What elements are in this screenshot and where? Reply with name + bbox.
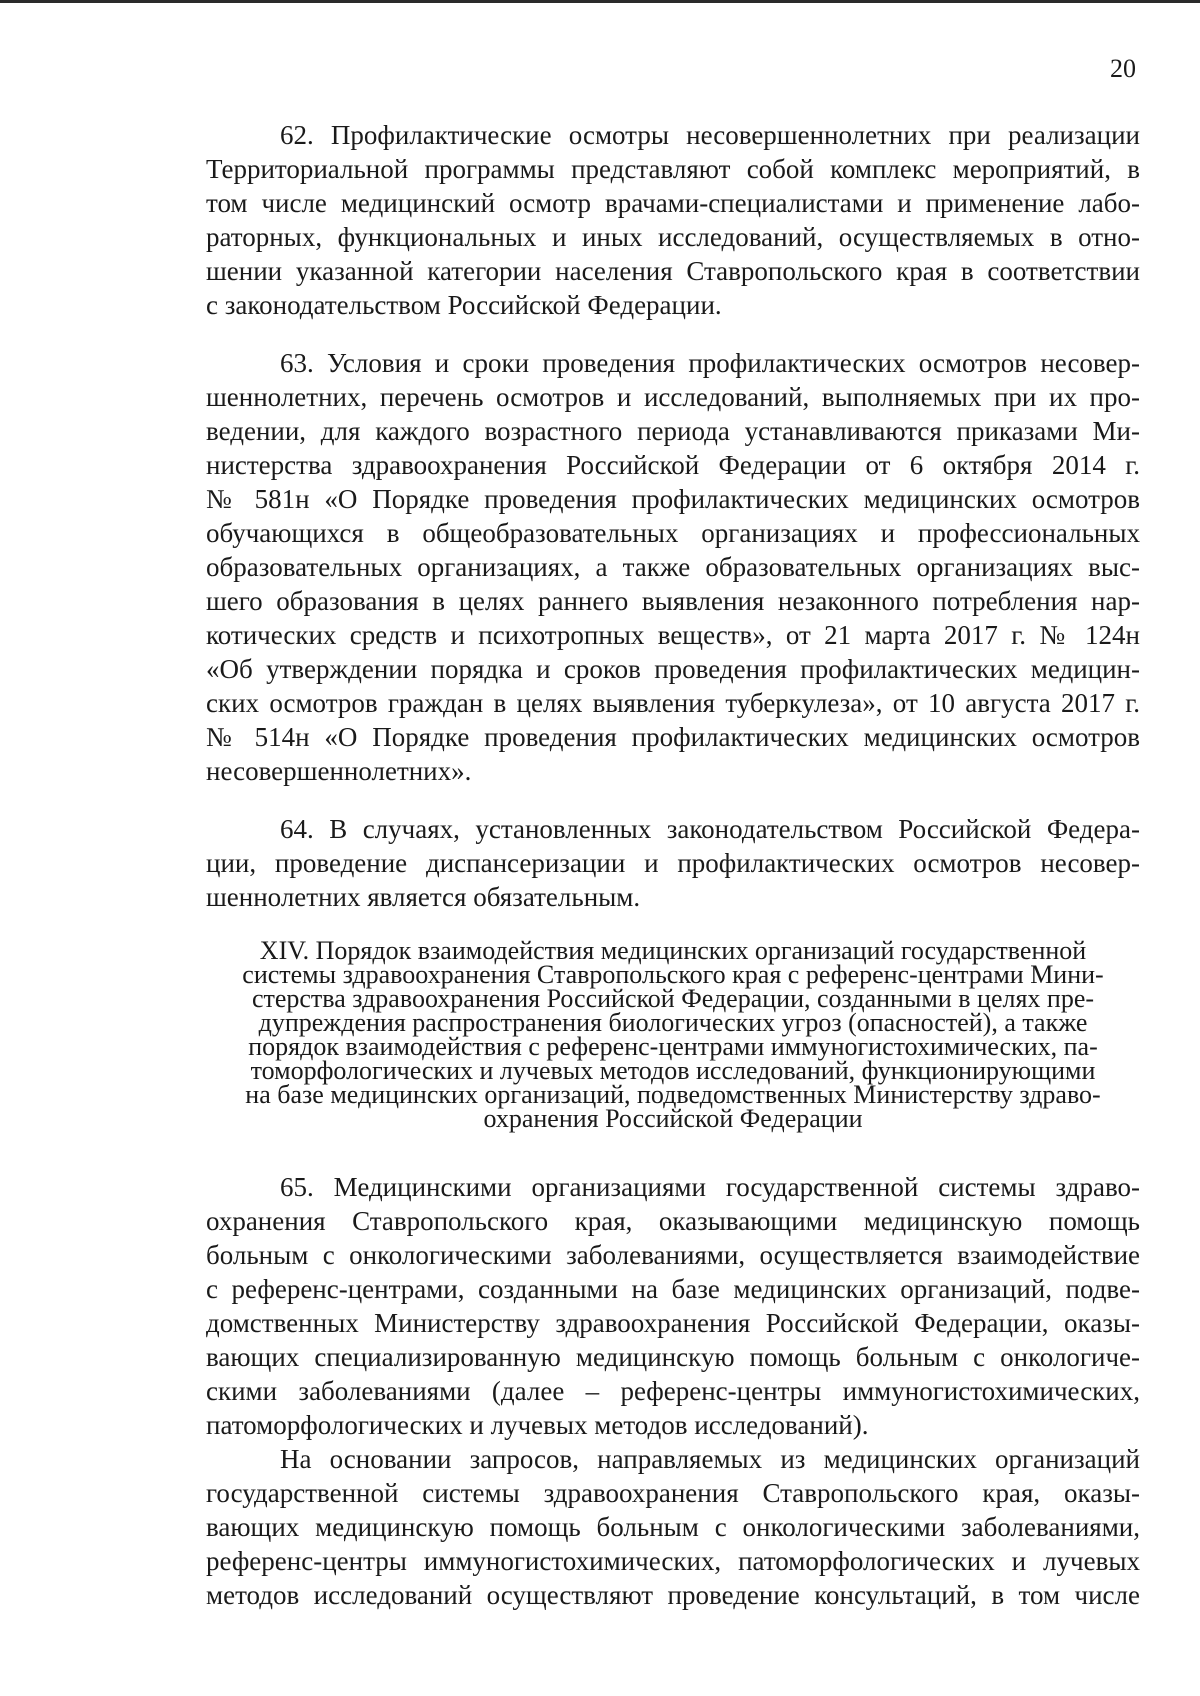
section-heading-line: дупреждения распространения биологических угроз (опасностей), а также <box>258 1008 1088 1037</box>
paragraph-64-line: ции, проведение диспансеризации и профилактических осмотров несовер- <box>206 848 1140 878</box>
paragraph-62-line: том числе медицинский осмотр врачами-специалистами и применение лабо- <box>206 188 1140 218</box>
paragraph-65-cont-line: государственной системы здравоохранения Ставропольского края, оказы- <box>206 1478 1140 1508</box>
paragraph-63-line: ведении, для каждого возрастного периода устанавливаются приказами Ми- <box>206 416 1140 446</box>
paragraph-65-line: с референс-центрами, созданными на базе медицинских организаций, подве- <box>206 1274 1140 1304</box>
paragraph-63-line: нистерства здравоохранения Российской Федерации от 6 октября 2014 г. <box>206 450 1140 480</box>
paragraph-65-line: вающих специализированную медицинскую помощь больным с онкологиче- <box>206 1342 1140 1372</box>
paragraph-65-line: скими заболеваниями (далее – референс-центры иммуногистохимических, <box>206 1376 1140 1406</box>
paragraph-65-line: больным с онкологическими заболеваниями, осуществляется взаимодействие <box>206 1240 1140 1270</box>
paragraph-63-line: обучающихся в общеобразовательных организациях и профессиональных <box>206 518 1140 548</box>
section-heading-line: охранения Российской Федерации <box>483 1104 863 1133</box>
paragraph-64-line: 64. В случаях, установленных законодательством Российской Федера- <box>280 814 1140 844</box>
paragraph-65-line: охранения Ставропольского края, оказывающими медицинскую помощь <box>206 1206 1140 1236</box>
paragraph-63-line: 63. Условия и сроки проведения профилактических осмотров несовер- <box>280 348 1140 378</box>
paragraph-63-line: шеннолетних, перечень осмотров и исследований, выполняемых при их про- <box>206 382 1140 412</box>
paragraph-63-line: № 581н «О Порядке проведения профилактических медицинских осмотров <box>206 484 1140 514</box>
paragraph-65-cont-line: методов исследований осуществляют проведение консультаций, в том числе <box>206 1580 1140 1610</box>
section-heading-line: стерства здравоохранения Российской Федерации, созданными в целях пре- <box>251 984 1095 1013</box>
paragraph-63-line: несовершеннолетних». <box>206 756 472 786</box>
paragraph-62-line: раторных, функциональных и иных исследований, осуществляемых в отно- <box>206 222 1140 252</box>
section-heading-line: XIV. Порядок взаимодействия медицинских организаций государственной <box>259 936 1087 965</box>
paragraph-63-line: шего образования в целях раннего выявления незаконного потребления нар- <box>206 586 1140 616</box>
section-heading-line: порядок взаимодействия с референс-центрами иммуногистохимических, па- <box>248 1032 1098 1061</box>
paragraph-62-line: с законодательством Российской Федерации. <box>206 290 722 320</box>
paragraph-65-cont-line: На основании запросов, направляемых из медицинских организаций <box>280 1444 1140 1474</box>
scan-top-edge <box>0 0 1200 3</box>
paragraph-63-line: котических средств и психотропных веществ», от 21 марта 2017 г. № 124н <box>206 620 1140 650</box>
paragraph-65-cont-line: референс-центры иммуногистохимических, патоморфологических и лучевых <box>206 1546 1140 1576</box>
paragraph-62-line: шении указанной категории населения Ставропольского края в соответствии <box>206 256 1140 286</box>
section-heading-line: на базе медицинских организаций, подведомственных Министерству здраво- <box>245 1080 1101 1109</box>
paragraph-65-cont-line: вающих медицинскую помощь больным с онкологическими заболеваниями, <box>206 1512 1140 1542</box>
paragraph-64-line: шеннолетних является обязательным. <box>206 882 641 912</box>
paragraph-65-line: 65. Медицинскими организациями государственной системы здраво- <box>280 1172 1140 1202</box>
paragraph-63-line: образовательных организациях, а также образовательных организациях выс- <box>206 552 1140 582</box>
paragraph-63-line: ских осмотров граждан в целях выявления туберкулеза», от 10 августа 2017 г. <box>206 688 1140 718</box>
paragraph-63-line: № 514н «О Порядке проведения профилактических медицинских осмотров <box>206 722 1140 752</box>
section-heading-line: томорфологических и лучевых методов исследований, функционирующими <box>250 1056 1096 1085</box>
section-heading-line: системы здравоохранения Ставропольского края с референс-центрами Мини- <box>242 960 1104 989</box>
paragraph-63-line: «Об утверждении порядка и сроков проведения профилактических медицин- <box>206 654 1140 684</box>
paragraph-65-line: патоморфологических и лучевых методов исследований). <box>206 1410 869 1440</box>
paragraph-62-line: 62. Профилактические осмотры несовершеннолетних при реализации <box>280 120 1140 150</box>
paragraph-62-line: Территориальной программы представляют собой комплекс мероприятий, в <box>206 154 1140 184</box>
paragraph-65-line: домственных Министерству здравоохранения Российской Федерации, оказы- <box>206 1308 1140 1338</box>
page-number: 20 <box>1110 54 1136 83</box>
